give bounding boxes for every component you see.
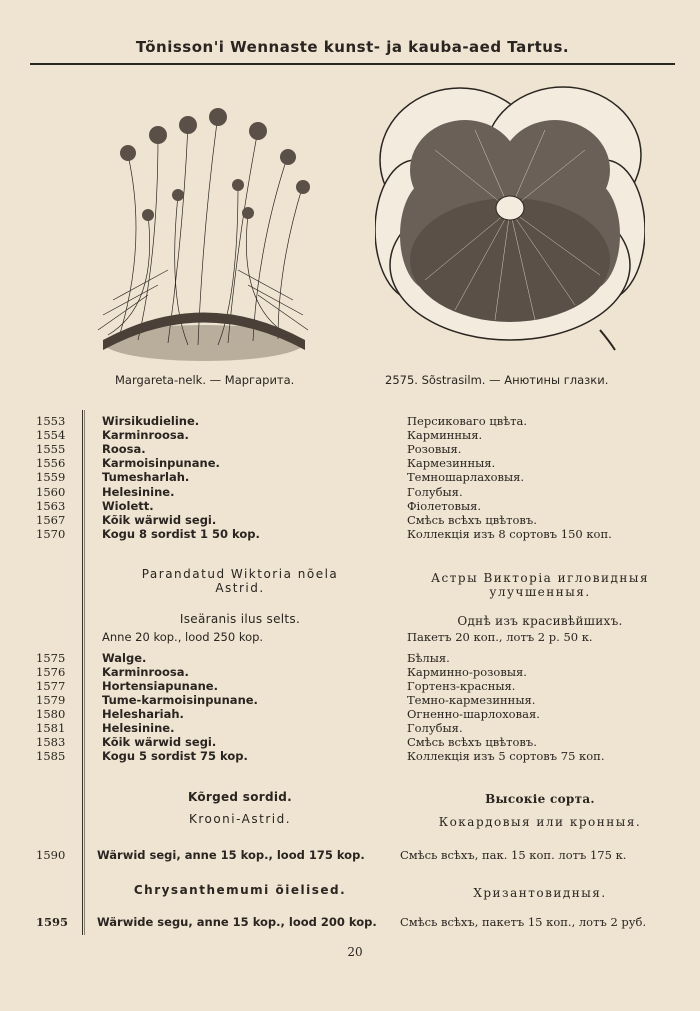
margareta-ee: Helesinine. (102, 484, 175, 499)
astrid-num: 1576 (36, 665, 66, 679)
margareta-ru: Темношарлаховыя. (407, 470, 525, 485)
astrid-price-ee: Anne 20 kop., lood 250 kop. (102, 630, 264, 644)
korged-num: 1590 (36, 848, 66, 862)
chrys-ee: Wärwide segu, anne 15 kop., lood 200 kop. (97, 915, 377, 929)
margareta-row (0, 428, 700, 442)
astrid-title-ru-2: улучшенныя. (489, 585, 591, 599)
caption-margareta: Margareta-nelk. — Маргарита. (115, 373, 295, 387)
header-rule (30, 63, 675, 65)
margareta-ru: Фіолетовыя. (407, 498, 482, 513)
astrid-num: 1579 (36, 693, 66, 707)
margareta-ru: Персиковаго цвѣта. (407, 414, 528, 428)
margareta-num: 1570 (36, 526, 66, 541)
astrid-price-ru: Пакетъ 20 коп., лотъ 2 р. 50 к. (407, 630, 593, 644)
astrid-row (0, 749, 700, 763)
page-header: Tõnisson'i Wennaste kunst- ja kauba-aed Tartus. (135, 38, 570, 56)
astrid-num: 1585 (36, 749, 66, 763)
korged-row (0, 848, 700, 862)
margareta-row (0, 456, 700, 470)
astrid-sub-ee: Iseäranis ilus selts. (179, 612, 301, 626)
astrid-row (0, 651, 700, 665)
pansy-illustration (375, 80, 645, 352)
margareta-row (0, 513, 700, 527)
margareta-ru: Карминныя. (407, 428, 483, 443)
margareta-ee: Wiolett. (102, 498, 154, 513)
korged-title-ee: Kõrged sordid. (187, 790, 293, 804)
astrid-num: 1581 (36, 721, 66, 735)
carnation-illustration (88, 95, 320, 365)
astrid-row (0, 707, 700, 721)
astrid-ee: Walge. (102, 651, 147, 665)
astrid-ee: Heleshariah. (102, 707, 184, 721)
margareta-num: 1560 (36, 484, 66, 499)
margareta-row (0, 527, 700, 541)
margareta-ee: Karmoisinpunane. (102, 456, 220, 471)
margareta-ee: Wirsikudieline. (102, 414, 200, 428)
margareta-ru: Смѣсь всѣхъ цвѣтовъ. (407, 512, 537, 527)
chrys-row (0, 915, 700, 929)
astrid-num: 1583 (36, 735, 66, 749)
astrid-ee: Kõik wärwid segi. (102, 735, 217, 749)
margareta-ee: Kõik wärwid segi. (102, 512, 217, 527)
margareta-num: 1556 (36, 456, 66, 471)
astrid-title-ru-1: Астры Викторіа игловидныя (430, 571, 650, 585)
margareta-ee: Kogu 8 sordist 1 50 kop. (102, 526, 260, 541)
chrys-ru: Смѣсь всѣхъ, пакетъ 15 коп., лотъ 2 руб. (400, 915, 647, 929)
margareta-ru: Розовыя. (407, 442, 462, 457)
astrid-ru: Темно-кармезинныя. (407, 693, 536, 707)
astrid-title-ee-1: Parandatud Wiktoria nõela (141, 567, 339, 581)
astrid-ru: Огненно-шарлоховая. (407, 707, 540, 721)
astrid-ru: Бѣлыя. (407, 651, 450, 665)
astrid-ru: Коллекція изъ 5 сортовъ 75 коп. (407, 749, 605, 763)
astrid-row (0, 665, 700, 679)
astrid-row (0, 721, 700, 735)
chrys-num: 1595 (36, 915, 69, 929)
astrid-ru: Голубыя. (407, 721, 463, 735)
margareta-row (0, 442, 700, 456)
margareta-ee: Roosa. (102, 442, 146, 457)
astrid-title-ee-2: Astrid. (215, 581, 265, 595)
astrid-ee: Hortensiapunane. (102, 679, 218, 693)
astrid-price-row (0, 630, 700, 644)
margareta-ru: Голубыя. (407, 484, 463, 499)
chrys-title-ee: Chrysanthemumi õielised. (133, 883, 347, 897)
astrid-ee: Kogu 5 sordist 75 kop. (102, 749, 248, 763)
astrid-sub-ru: Однѣ изъ красивѣйшихъ. (457, 614, 623, 628)
astrid-num: 1580 (36, 707, 66, 721)
margareta-row (0, 414, 700, 428)
margareta-num: 1559 (36, 470, 66, 485)
astrid-ee: Karminroosa. (102, 665, 189, 679)
astrid-ru: Карминно-розовыя. (407, 665, 527, 679)
korged-ru: Смѣсь всѣхъ, пак. 15 коп. лотъ 175 к. (400, 848, 627, 862)
margareta-ee: Karminroosa. (102, 428, 189, 443)
astrid-row (0, 693, 700, 707)
margareta-ru: Коллекція изъ 8 сортовъ 150 коп. (407, 526, 612, 541)
margareta-row (0, 470, 700, 484)
korged-title-ru: Высокіе сорта. (485, 792, 595, 806)
korged-sub-ru: Кокардовыя или кронныя. (438, 815, 642, 829)
margareta-num: 1554 (36, 428, 66, 443)
korged-sub-ee: Krooni-Astrid. (188, 812, 292, 826)
margareta-ru: Кармезинныя. (407, 456, 496, 471)
margareta-num: 1563 (36, 498, 66, 513)
margareta-row (0, 485, 700, 499)
margareta-ee: Tumesharlah. (102, 470, 190, 485)
astrid-ee: Tume-karmoisinpunane. (102, 693, 258, 707)
astrid-ee: Helesinine. (102, 721, 175, 735)
astrid-ru: Гортенз-красныя. (407, 679, 516, 693)
caption-sostrasilm: 2575. Sõstrasilm. — Анютины глазки. (385, 373, 609, 387)
chrys-title-ru: Хризантовидныя. (473, 886, 607, 900)
margareta-num: 1567 (36, 512, 66, 527)
astrid-ru: Смѣсь всѣхъ цвѣтовъ. (407, 735, 537, 749)
astrid-num: 1575 (36, 651, 66, 665)
margareta-row (0, 499, 700, 513)
margareta-num: 1555 (36, 442, 66, 457)
astrid-row (0, 735, 700, 749)
margareta-num: 1553 (36, 414, 66, 428)
page-number: 20 (347, 945, 363, 959)
astrid-row (0, 679, 700, 693)
astrid-num: 1577 (36, 679, 66, 693)
korged-ee: Wärwid segi, anne 15 kop., lood 175 kop. (97, 848, 365, 862)
